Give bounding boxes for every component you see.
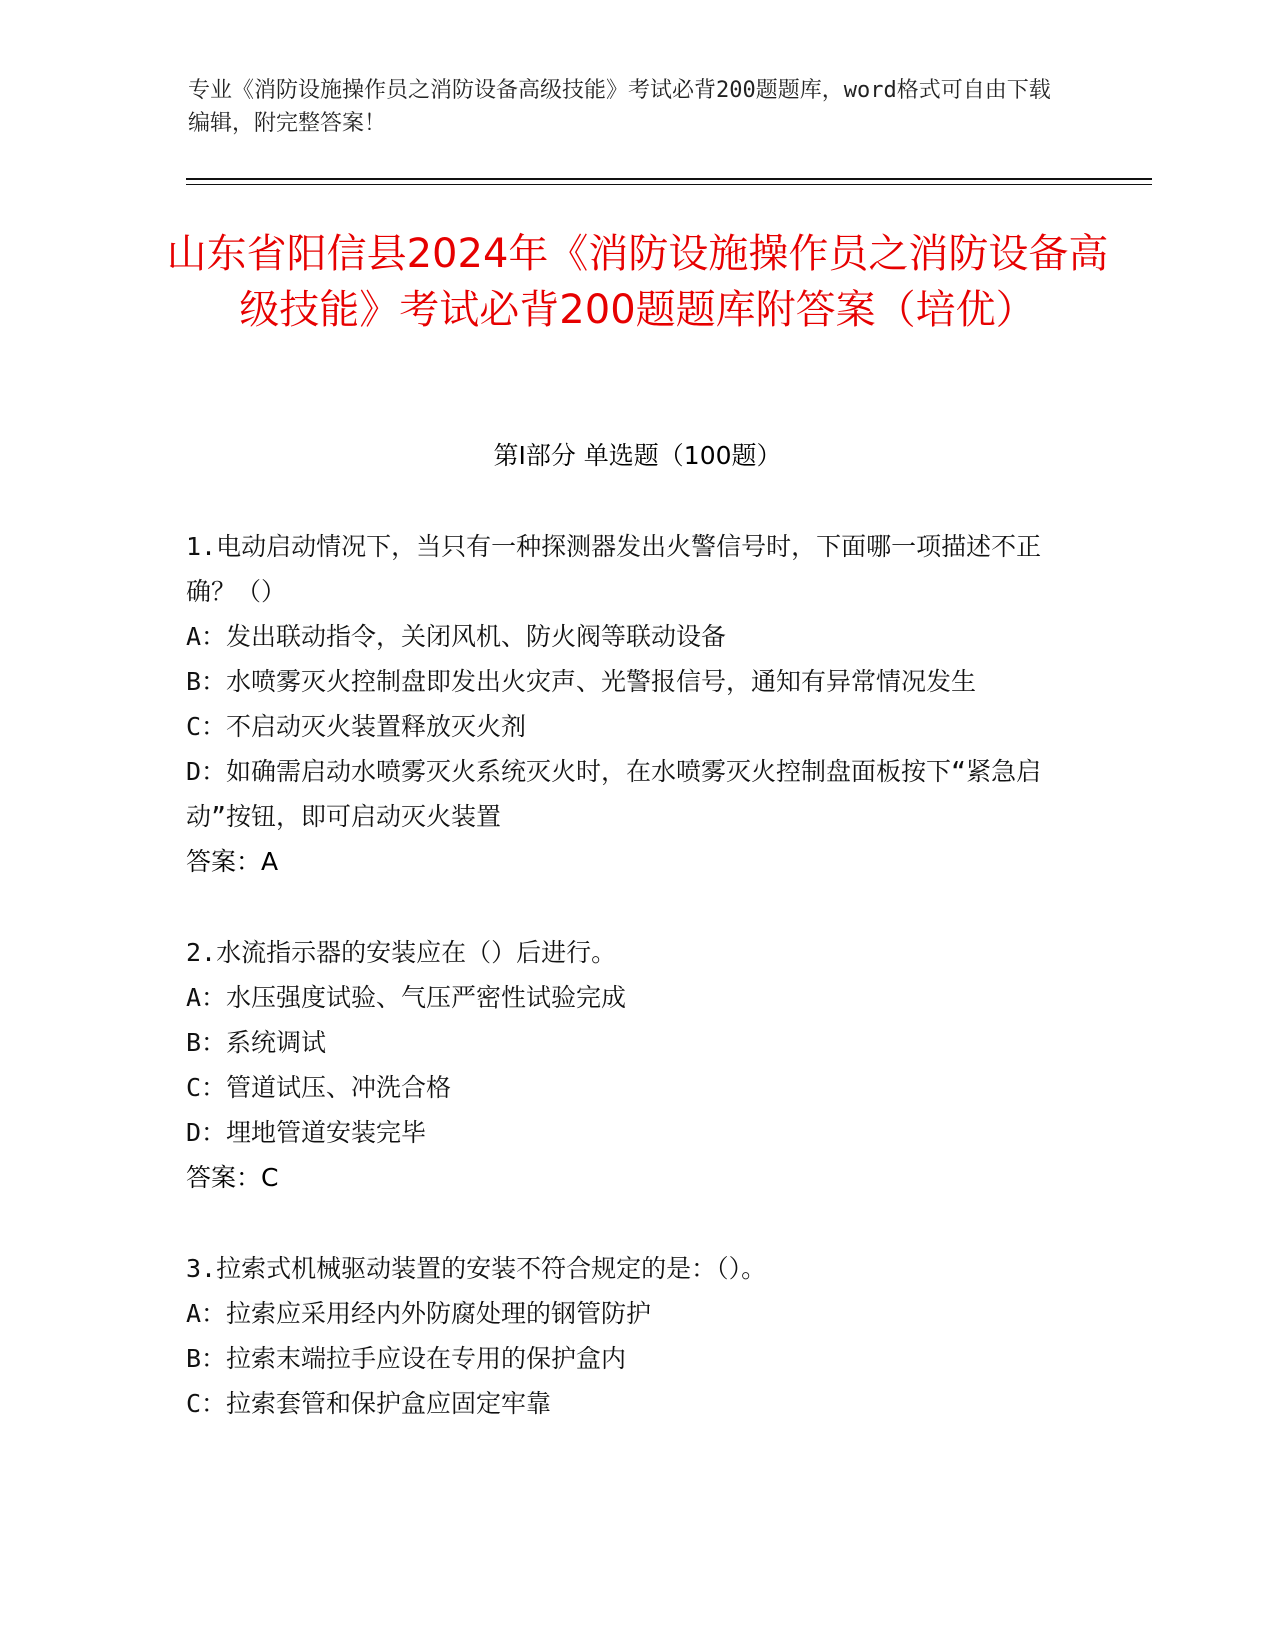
question-option: D：如确需启动水喷雾灭火系统灭火时，在水喷雾灭火控制盘面板按下“紧急启动”按钮，即可启动灭火装置 <box>186 757 1042 831</box>
question-option: A：拉索应采用经内外防腐处理的钢管防护 <box>186 1299 652 1328</box>
question-stem: 3.拉索式机械驱动装置的安装不符合规定的是：（）。 <box>186 1254 767 1283</box>
question-answer: 答案：A <box>186 847 279 876</box>
question-answer: 答案：C <box>186 1163 279 1192</box>
question-option: C：管道试压、冲洗合格 <box>186 1073 452 1102</box>
question-stem: 1.电动启动情况下，当只有一种探测器发出火警信号时，下面哪一项描述不正确？（） <box>186 532 1042 606</box>
question-2 <box>186 930 1076 1200</box>
question-stem: 2.水流指示器的安装应在（）后进行。 <box>186 938 617 967</box>
question-3 <box>186 1246 1076 1426</box>
header-divider-thick <box>186 178 1152 180</box>
question-option: B：拉索末端拉手应设在专用的保护盒内 <box>186 1344 627 1373</box>
question-option: D：埋地管道安装完毕 <box>186 1118 427 1147</box>
question-list <box>186 524 1076 1472</box>
section-title: 第Ⅰ部分 单选题（100题） <box>493 441 782 470</box>
question-option: C：拉索套管和保护盒应固定牢靠 <box>186 1389 552 1418</box>
header-divider-thin <box>186 184 1152 185</box>
question-option: B：系统调试 <box>186 1028 327 1057</box>
question-option: A：水压强度试验、气压严密性试验完成 <box>186 983 627 1012</box>
question-1 <box>186 524 1076 884</box>
header-note: 专业《消防设施操作员之消防设备高级技能》考试必背200题题库，word格式可自由下载编辑，附完整答案！ <box>188 78 1051 136</box>
question-option: A：发出联动指令，关闭风机、防火阀等联动设备 <box>186 622 727 651</box>
document-title: 山东省阳信县2024年《消防设施操作员之消防设备高级技能》考试必背200题题库附答案（培优） <box>166 231 1109 333</box>
question-option: C：不启动灭火装置释放灭火剂 <box>186 712 527 741</box>
question-option: B：水喷雾灭火控制盘即发出火灾声、光警报信号，通知有异常情况发生 <box>186 667 977 696</box>
